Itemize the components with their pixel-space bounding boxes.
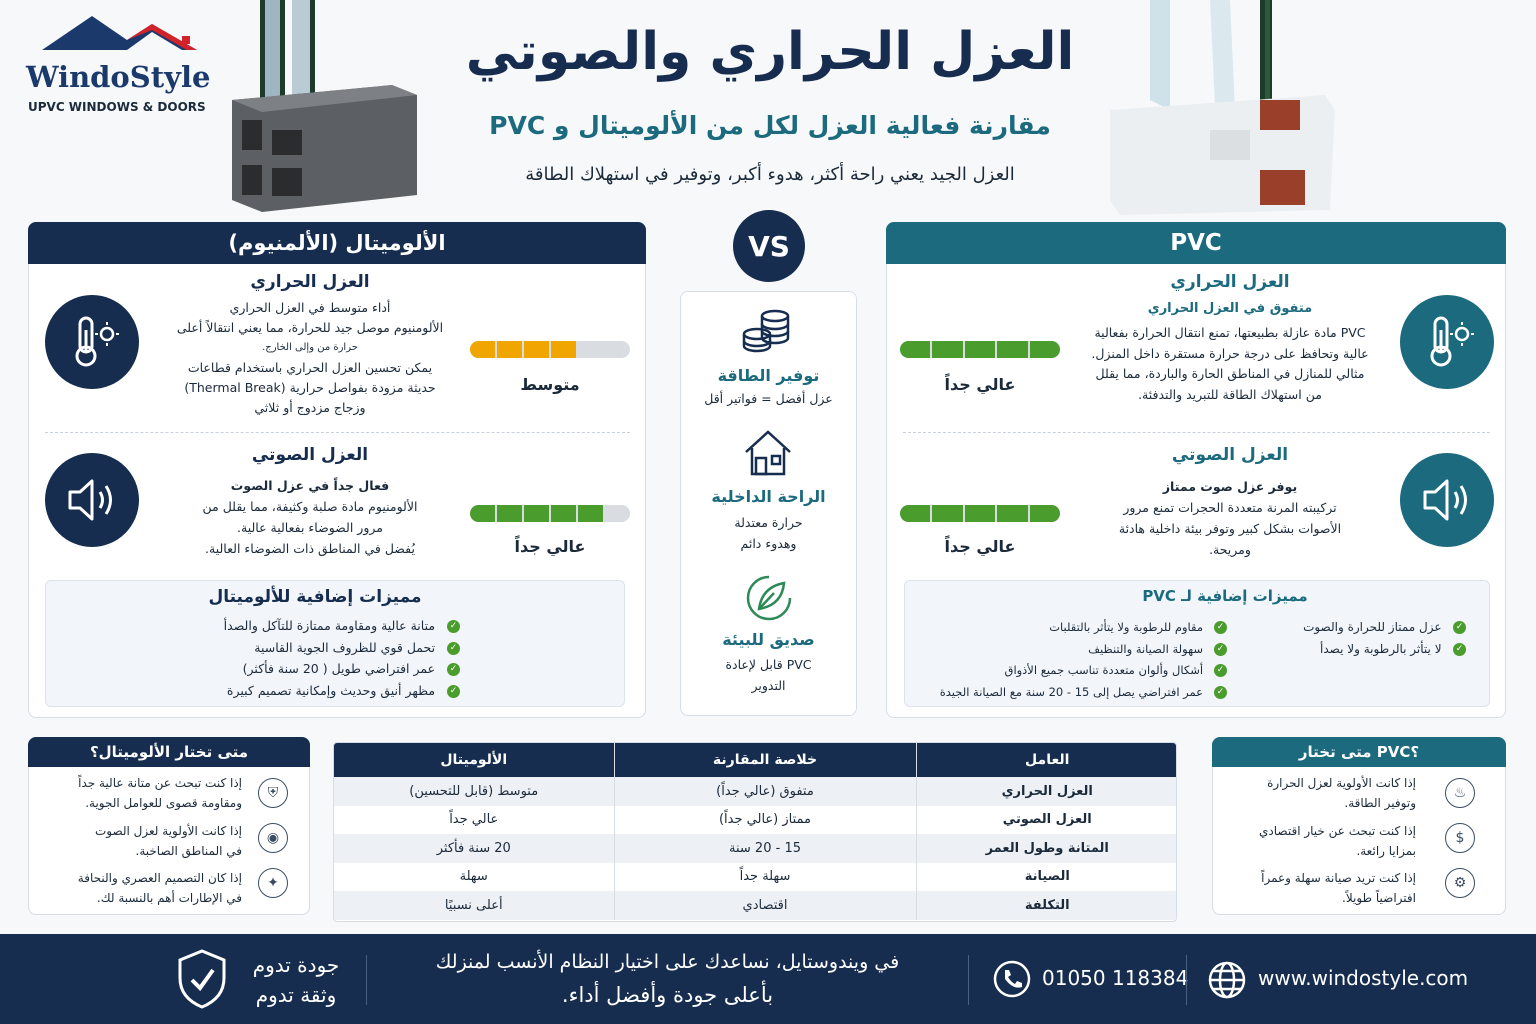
benefit-comfort-text (680, 512, 857, 554)
bar-segment (997, 341, 1027, 358)
pvc-thermal-text (1060, 323, 1400, 405)
line: PVC قابل لإعادة (725, 657, 812, 672)
page-subtitle: مقارنة فعالية العزل لكل من الألوميتال و PVC (489, 111, 1051, 140)
bar-segment (470, 505, 495, 522)
footer-divider (968, 955, 969, 1005)
pvc-extras-col2 (905, 617, 1227, 703)
line: يُفضل في المناطق ذات الضوضاء العالية. (205, 541, 415, 556)
line: عالية وتحافظ على درجة حرارة مستقرة داخل المنزل. (1091, 345, 1369, 361)
bar-segment (470, 341, 495, 358)
pvc-acoustic-title: العزل الصوتي (1171, 445, 1289, 465)
speaker-icon (45, 453, 139, 547)
line: تركيبته المرنة متعددة الحجرات تمنع مرور (1123, 500, 1337, 515)
maintenance-icon: ⚙ (1445, 868, 1475, 898)
list-item: ✓ عمر افتراضي طويل ( 20 سنة فأكثر) (110, 658, 460, 680)
roof-icon (32, 10, 212, 60)
pvc-acoustic-rating: عالي جداً (944, 537, 1016, 556)
pvc-acoustic-rating-bar (900, 505, 1060, 522)
pvc-thermal-rating: عالي جداً (944, 375, 1016, 394)
list-item: ✓ عمر افتراضي يصل إلى 15 - 20 سنة مع الصيانة الجيدة (905, 682, 1227, 704)
bar-segment (900, 505, 930, 522)
pvc-header (886, 222, 1506, 264)
when-pvc-title: متى تختار PVC؟ (1298, 743, 1420, 761)
line: يوفر عزل صوت ممتاز (1162, 479, 1298, 494)
bar-segment (965, 341, 995, 358)
bar-segment (578, 505, 603, 522)
bar-segment (497, 505, 522, 522)
table-cell: 15 - 20 سنة (614, 834, 916, 863)
money-icon: $ (1445, 823, 1475, 853)
check-icon: ✓ (1453, 643, 1466, 656)
footer-website[interactable]: www.windostyle.com (1258, 966, 1469, 990)
check-icon: ✓ (1214, 621, 1227, 634)
table-cell: العزل الصوتي (1002, 812, 1092, 828)
line: التدوير (751, 678, 786, 693)
divider (903, 432, 1490, 433)
pvc-title: PVC (1170, 230, 1222, 256)
shield-icon (176, 948, 228, 1010)
when-pvc-item: إذا كنت تبحث عن خيار اقتصادي بمزايا رائعة. (1259, 824, 1416, 858)
line: حرارة معتدلة (734, 515, 803, 530)
table-row (334, 834, 1177, 863)
alu-acoustic-title: العزل الصوتي (251, 445, 369, 465)
thermometer-icon: ♨ (1445, 778, 1475, 808)
list-item: ✓ عزل ممتاز للحرارة والصوت (1240, 617, 1466, 639)
alu-acoustic-rating: عالي جداً (514, 537, 586, 556)
list-item: ✓ لا يتأثر بالرطوبة ولا يصدأ (1240, 639, 1466, 661)
line: الألومنيوم موصل جيد للحرارة، مما يعني انتقالاً أعلى (176, 320, 444, 335)
line: يمكن تحسين العزل الحراري باستخدام قطاعات (187, 360, 433, 375)
bar-segment (497, 341, 522, 358)
line: الألومنيوم مادة صلبة وكثيفة، مما يقلل من (202, 499, 418, 514)
divider (45, 432, 630, 433)
line: فعال جداً في عزل الصوت (230, 478, 390, 493)
alu-thermal-title: العزل الحراري (250, 272, 370, 292)
brand-name: WindoStyle (26, 60, 211, 94)
check-icon: ✓ (447, 663, 460, 676)
list-item: ✓ سهولة الصيانة والتنظيف (905, 639, 1227, 661)
when-pvc-item: إذا كنت تريد صيانة سهلة وعمراً افتراضياً طويلاً. (1261, 871, 1416, 905)
pvc-extras-col1 (1240, 617, 1466, 660)
footer-divider (366, 955, 367, 1005)
bar-segment (524, 341, 549, 358)
alu-thermal-rating: متوسط (520, 375, 580, 394)
table-cell: عالي جداً (334, 806, 614, 835)
table-cell: المتانة وطول العمر (916, 834, 1177, 863)
coins-icon (741, 308, 796, 358)
line: مرور الضوضاء بفعالية عالية. (237, 520, 383, 535)
line: وهدوء دائم (740, 536, 797, 551)
footer-phone[interactable]: 01050 118384 (1042, 966, 1189, 990)
alu-extras-title: مميزات إضافية للألوميتال (208, 587, 422, 607)
bar-segment (524, 505, 549, 522)
line: مثالي للمنازل في المناطق الحارة والباردة، مما يقلل (1095, 366, 1365, 381)
table-cell: 20 سنة فأكثر (334, 834, 614, 863)
bar-segment (900, 341, 930, 358)
table-header: خلاصة المقارنة (614, 743, 916, 777)
when-pvc-item: إذا كانت الأولوية لعزل الحرارة وتوفير الطاقة. (1267, 776, 1416, 810)
table-header-row (334, 743, 1177, 777)
table-cell: اقتصادي (614, 891, 916, 920)
aluminum-profile-image (222, 0, 422, 212)
pvc-thermal-rating-bar (900, 341, 1060, 358)
list-item: ✓ مظهر أنيق وحديث وإمكانية تصميم كبيرة (110, 680, 460, 702)
list-item: ✓ متانة عالية ومقاومة ممتازة للتآكل والصدأ (110, 615, 460, 637)
when-alu-item: إذا كان التصميم العصري والنحافة في الإطارات أهم بالنسبة لك. (77, 871, 242, 905)
table-cell: ممتاز (عالي جداً) (614, 806, 916, 835)
benefit-energy-text: عزل أفضل = فواتير أقل (704, 391, 833, 406)
table-cell: متفوق (عالي جداً) (614, 777, 916, 806)
benefit-eco-text (680, 654, 857, 696)
table-cell: أعلى نسبيًا (334, 891, 614, 920)
table-cell: التكلفة (916, 891, 1177, 920)
when-pvc-header (1212, 737, 1506, 767)
bar-segment (1030, 505, 1060, 522)
list-item: ✓ مقاوم للرطوبة ولا يتأثر بالتقلبات (905, 617, 1227, 639)
table-header: الألوميتال (334, 743, 614, 777)
table-cell: متوسط (قابل للتحسين) (334, 777, 614, 806)
message-line: في ويندوستايل، نساعدك على اختيار النظام الأنسب لمنزلك (435, 951, 900, 973)
bar-segment (932, 341, 962, 358)
table-cell: سهلة (334, 863, 614, 892)
check-icon: ✓ (1214, 643, 1227, 656)
bar-segment (605, 341, 630, 358)
footer-quality (240, 950, 352, 1010)
house-icon (742, 428, 794, 478)
benefit-eco-title: صديق للبيئة (722, 630, 815, 649)
pvc-thermal-title: العزل الحراري (1170, 272, 1290, 292)
bar-segment (932, 505, 962, 522)
footer-message (375, 946, 960, 1012)
line: من استهلاك الطاقة للتبريد والتدفئة. (1138, 386, 1322, 402)
table-row (334, 891, 1177, 920)
quality-line: جودة تدوم (252, 953, 340, 977)
line: PVC مادة عازلة بطبيعتها، تمنع انتقال الحرارة بفعالية (1094, 325, 1366, 340)
table-cell: الصيانة (1024, 869, 1070, 885)
line: حديثة مزودة بفواصل حرارية (Thermal Break) (184, 380, 436, 395)
alu-acoustic-rating-bar (470, 505, 630, 522)
noise-icon: ◉ (258, 823, 288, 853)
aluminum-header (28, 222, 646, 264)
table-row (334, 777, 1177, 806)
alu-extras-list (110, 615, 460, 701)
page-title: العزل الحراري والصوتي (465, 22, 1075, 82)
footer-divider (1186, 955, 1187, 1005)
line: ومريحة. (1209, 542, 1251, 557)
vs-badge (733, 210, 805, 282)
message-line: بأعلى جودة وأفضل أداء. (561, 983, 774, 1007)
brand-tagline: UPVC WINDOWS & DOORS (28, 100, 206, 114)
check-icon: ✓ (1214, 664, 1227, 677)
quality-line: وثقة تدوم (255, 983, 337, 1007)
vs-label: VS (748, 229, 790, 263)
phone-icon (993, 960, 1031, 998)
table-cell: سهلة جداً (614, 863, 916, 892)
check-icon: ✓ (1453, 621, 1466, 634)
line: وزجاج مزدوج أو ثلاثي (254, 400, 366, 415)
check-icon: ✓ (447, 685, 460, 698)
line: حرارة من وإلى الخارج. (262, 342, 358, 353)
leaf-icon (744, 573, 794, 623)
bar-segment (551, 341, 576, 358)
check-icon: ✓ (1214, 686, 1227, 699)
when-alu-item: إذا كانت الأولوية لعزل الصوت في المناطق الصاخبة. (94, 824, 242, 858)
speaker-icon (1400, 453, 1494, 547)
pvc-acoustic-text (1060, 476, 1400, 560)
bar-segment (605, 505, 630, 522)
page-tagline: العزل الجيد يعني راحة أكثر، هدوء أكبر، وتوفير في استهلاك الطاقة (525, 164, 1015, 185)
comparison-table (333, 742, 1177, 922)
globe-icon (1207, 960, 1247, 1000)
table-header: العامل (916, 743, 1177, 777)
bar-segment (1030, 341, 1060, 358)
list-item: ✓ أشكال وألوان متعددة تناسب جميع الأذواق (905, 660, 1227, 682)
benefit-energy-title: توفير الطاقة (717, 366, 820, 385)
pvc-thermal-subtitle: متفوق في العزل الحراري (1147, 301, 1313, 316)
bar-segment (997, 505, 1027, 522)
thermometer-icon (1400, 295, 1494, 389)
when-aluminum-header (28, 737, 310, 767)
bar-segment (965, 505, 995, 522)
table-row (334, 863, 1177, 892)
benefit-comfort-title: الراحة الداخلية (711, 487, 826, 506)
bar-segment (578, 341, 603, 358)
when-alu-item: إذا كنت تبحث عن متانة عالية جداً ومقاومة قصوى للعوامل الجوية. (78, 776, 242, 810)
line: أداء متوسط في العزل الحراري (229, 300, 391, 315)
line: الأصوات بشكل كبير وتوفر بيئة داخلية هادئة (1118, 521, 1342, 536)
table-row (334, 806, 1177, 835)
bar-segment (551, 505, 576, 522)
design-icon: ✦ (258, 868, 288, 898)
pvc-profile-image (1110, 0, 1340, 215)
list-item: ✓ تحمل قوي للظروف الجوية القاسية (110, 637, 460, 659)
when-aluminum-title: متى تختار الألوميتال؟ (89, 743, 249, 761)
aluminum-title: الألوميتال (الألمنيوم) (228, 231, 446, 255)
alu-thermal-rating-bar (470, 341, 630, 358)
alu-acoustic-text (140, 475, 480, 559)
shield-icon: ⛨ (258, 778, 288, 808)
check-icon: ✓ (447, 620, 460, 633)
pvc-extras-title: مميزات إضافية لـ PVC (1142, 587, 1308, 605)
logo (22, 10, 222, 120)
table-cell: العزل الحراري (916, 777, 1177, 806)
alu-thermal-text (140, 298, 480, 418)
thermometer-icon (45, 295, 139, 389)
check-icon: ✓ (447, 642, 460, 655)
